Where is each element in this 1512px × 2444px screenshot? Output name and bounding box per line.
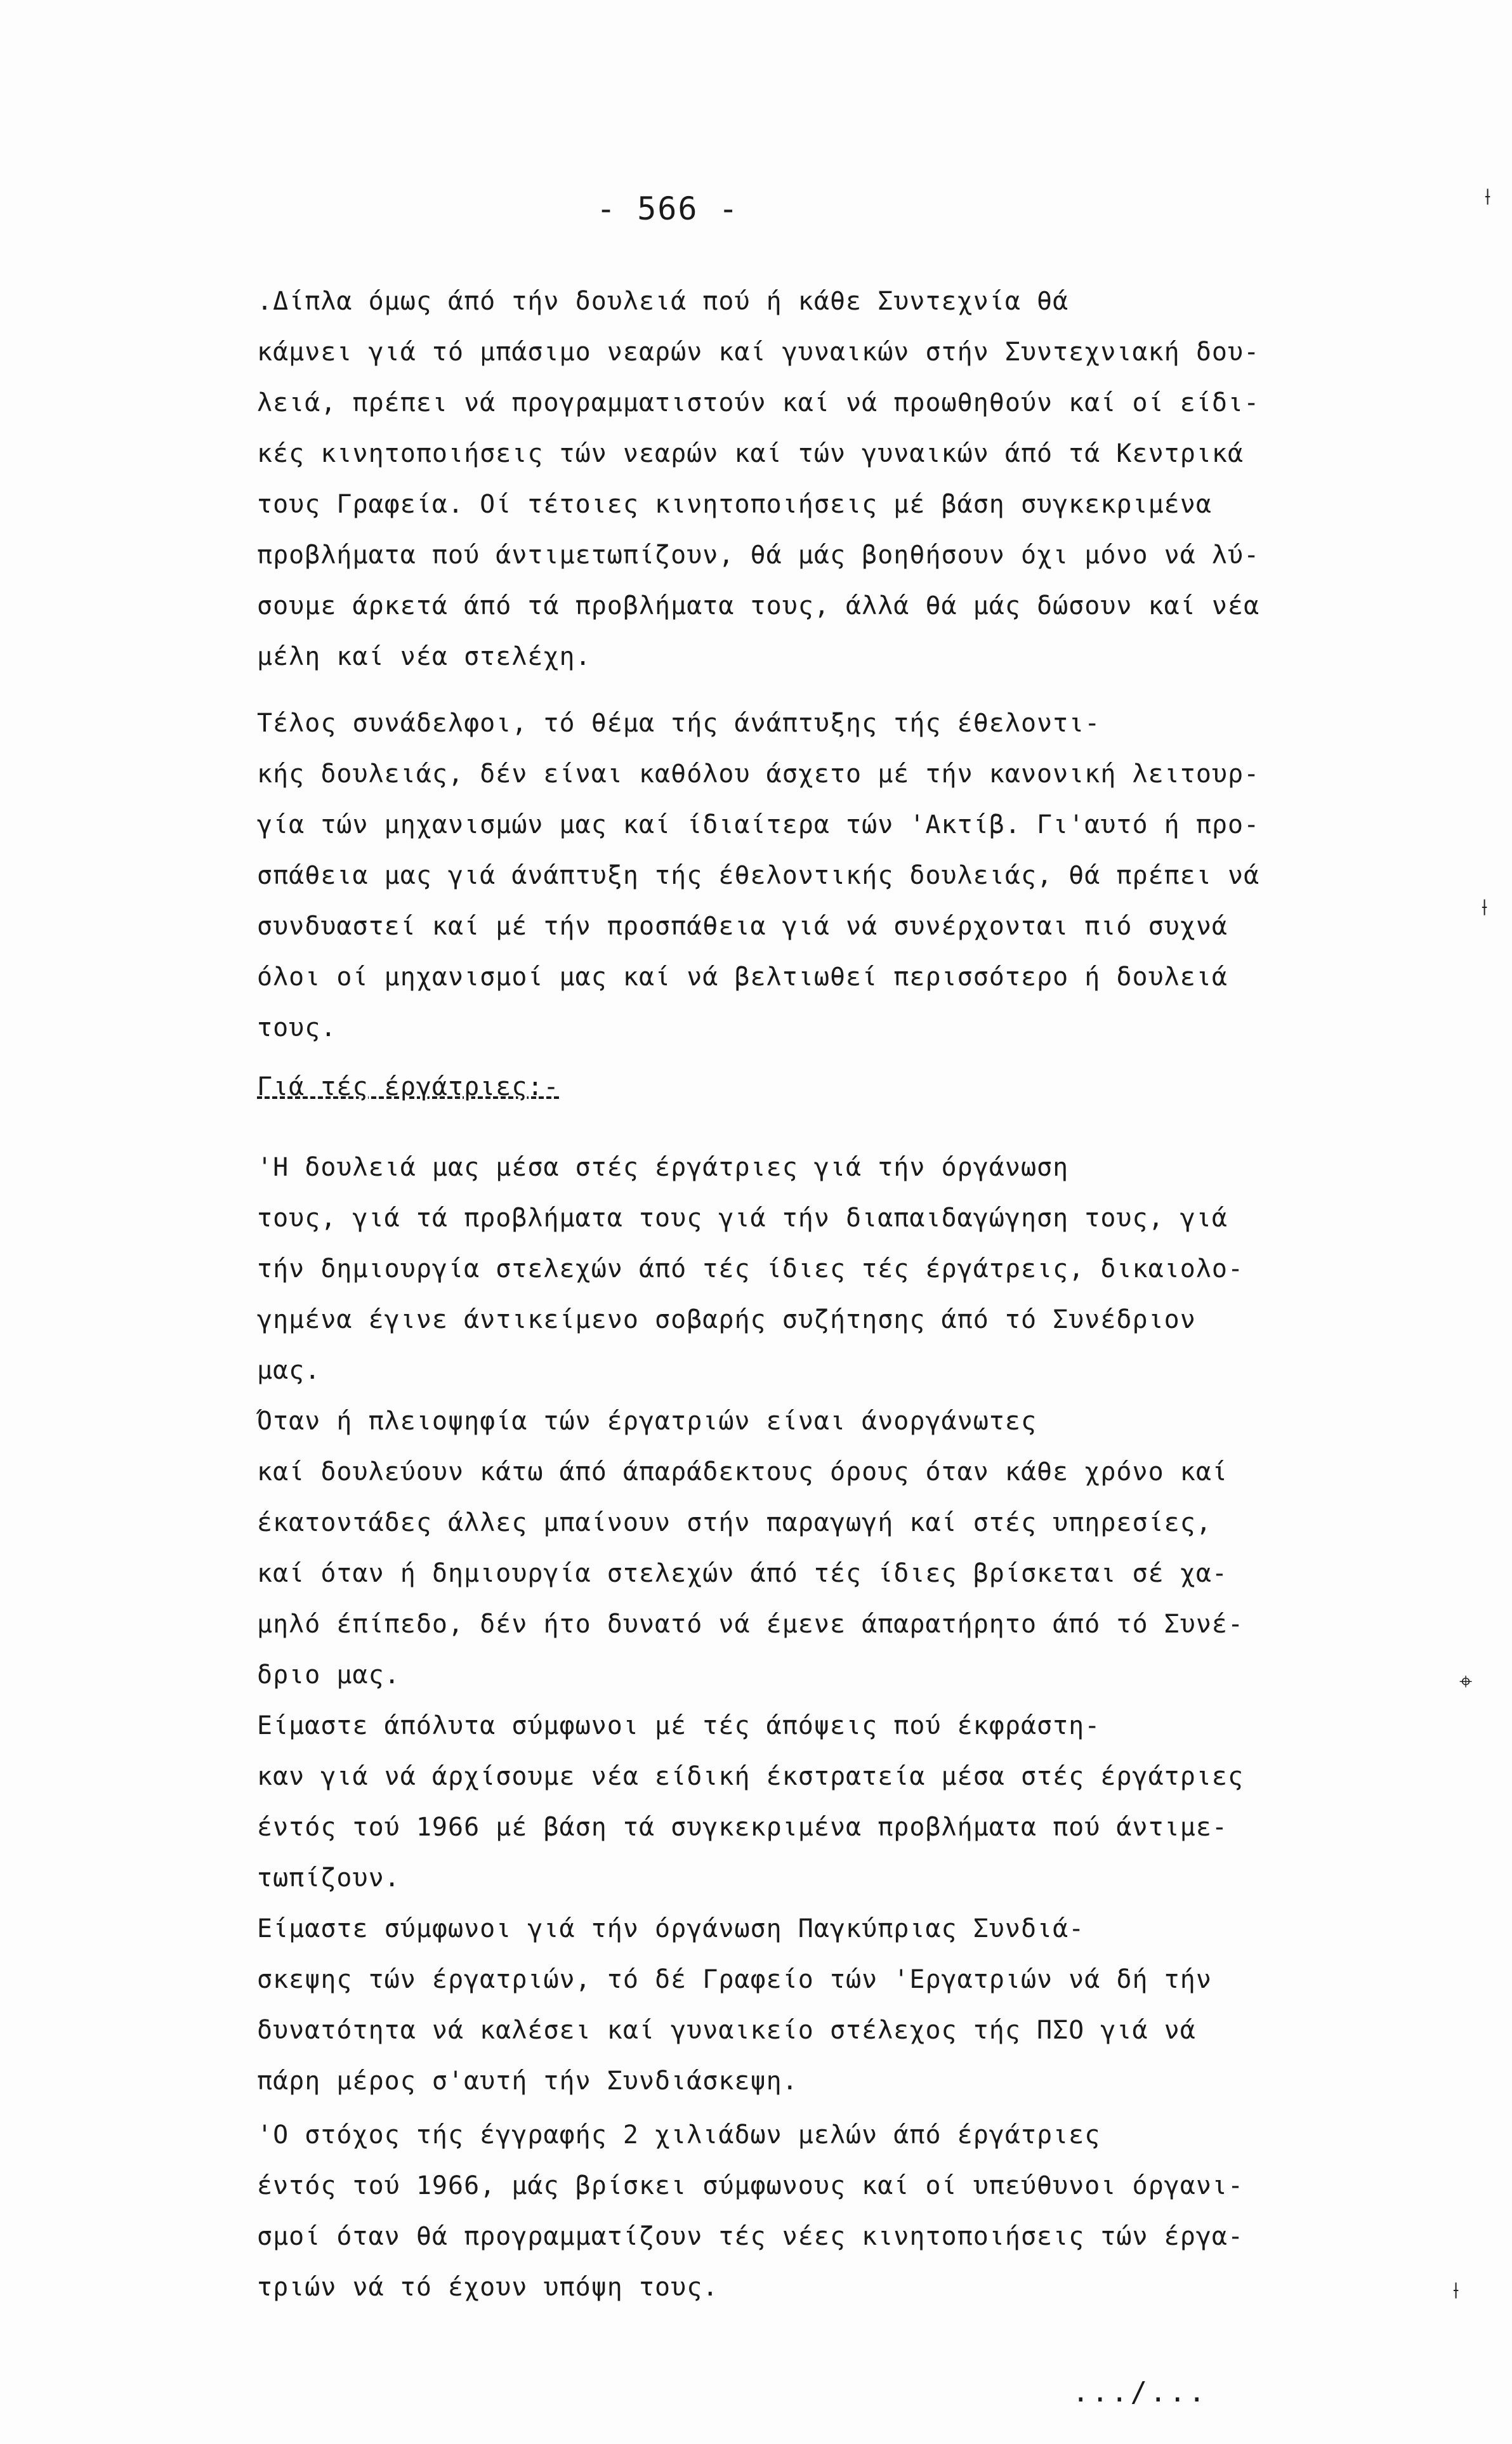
text-line: προβλήματα πού άντιμετωπίζουν, θά μάς βοηθήσουν όχι μόνο νά λύ- [257,541,1260,570]
text-line: τωπίζουν. [257,1863,400,1893]
text-line: κάμνει γιά τό μπάσιμο νεαρών καί γυναικών στήν Συντεχνιακή δου- [257,338,1260,367]
text-line: Όταν ή πλειοψηφία τών έργατριών είναι άνοργάνωτες [257,1407,1037,1436]
text-line: γία τών μηχανισμών μας καί ίδιαίτερα τών 'Ακτίβ. Γι'αυτό ή προ- [257,810,1260,839]
text-line: συνδυαστεί καί μέ τήν προσπάθεια γιά νά συνέρχονται πιό συχνά [257,912,1228,941]
text-line: σπάθεια μας γιά άνάπτυξη τής έθελοντικής δουλειάς, θά πρέπει νά [257,861,1260,890]
text-line: πάρη μέρος σ'αυτή τήν Συνδιάσκεψη. [257,2066,798,2096]
continuation-mark: .../... [1072,2376,1208,2408]
text-line: καν γιά νά άρχίσουμε νέα είδική έκστρατεία μέσα στές έργάτριες [257,1762,1244,1791]
margin-tick-icon: ⟊ [1482,895,1488,921]
text-line: δυνατότητα νά καλέσει καί γυναικείο στέλεχος τής ΠΣΟ γιά νά [257,2016,1196,2045]
text-line: γημένα έγινε άντικείμενο σοβαρής συζήτησης άπό τό Συνέδριον [257,1305,1196,1334]
section-heading: Γιά τές έργάτριες:- [257,1072,560,1101]
text-line: Τέλος συνάδελφοι, τό θέμα τής άνάπτυξης τής έθελοντι- [257,709,1101,738]
text-line: Είμαστε άπόλυτα σύμφωνοι μέ τές άπόψεις πού έκφράστη- [257,1711,1101,1740]
text-line: 'Η δουλειά μας μέσα στές έργάτριες γιά τήν όργάνωση [257,1153,1069,1182]
text-line: σμοί όταν θά προγραμματίζουν τές νέες κινητοποιήσεις τών έργα- [257,2222,1244,2251]
crosshair-mark-icon: ⌖ [1459,1669,1473,1695]
text-line: μέλη καί νέα στελέχη. [257,642,591,671]
text-line: κές κινητοποιήσεις τών νεαρών καί τών γυναικών άπό τά Κεντρικά [257,439,1244,468]
text-line: καί όταν ή δημιουργία στελεχών άπό τές ίδιες βρίσκεται σέ χα- [257,1559,1228,1588]
text-line: λειά, πρέπει νά προγραμματιστούν καί νά προωθηθούν καί οί είδι- [257,388,1260,417]
text-line: μας. [257,1356,321,1385]
text-line: τους, γιά τά προβλήματα τους γιά τήν διαπαιδαγώγηση τους, γιά [257,1204,1228,1233]
text-line: Είμαστε σύμφωνοι γιά τήν όργάνωση Παγκύπριας Συνδιά- [257,1914,1085,1943]
text-line: έκατοντάδες άλλες μπαίνουν στήν παραγωγή καί στές υπηρεσίες, [257,1508,1212,1537]
text-line: σκεψης τών έργατριών, τό δέ Γραφείο τών 'Εργατριών νά δή τήν [257,1965,1212,1994]
page-number: - 566 - [596,190,739,227]
text-line: τήν δημιουργία στελεχών άπό τές ίδιες τές έργάτρεις, δικαιολο- [257,1254,1244,1284]
text-line: καί δουλεύουν κάτω άπό άπαράδεκτους όρους όταν κάθε χρόνο καί [257,1457,1228,1487]
text-line: έντός τού 1966, μάς βρίσκει σύμφωνους καί οί υπεύθυνοι όργανι- [257,2171,1244,2200]
text-line: μηλό έπίπεδο, δέν ήτο δυνατό νά έμενε άπαρατήρητο άπό τό Συνέ- [257,1610,1244,1639]
text-line: κής δουλειάς, δέν είναι καθόλου άσχετο μέ τήν κανονική λειτουρ- [257,759,1260,789]
margin-tick-icon: ⟊ [1485,184,1491,210]
text-line: όλοι οί μηχανισμοί μας καί νά βελτιωθεί περισσότερο ή δουλειά [257,962,1228,992]
text-line: .Δίπλα όμως άπό τήν δουλειά πού ή κάθε Συντεχνία θά [257,287,1069,316]
text-line: δριο μας. [257,1660,400,1690]
text-line: τους. [257,1013,337,1042]
text-line: 'Ο στόχος τής έγγραφής 2 χιλιάδων μελών άπό έργάτριες [257,2120,1101,2150]
text-line: τριών νά τό έχουν υπόψη τους. [257,2273,719,2302]
margin-tick-icon: ⟊ [1453,2278,1459,2304]
text-line: έντός τού 1966 μέ βάση τά συγκεκριμένα προβλήματα πού άντιμε- [257,1813,1228,1842]
text-line: τους Γραφεία. Οί τέτοιες κινητοποιήσεις μέ βάση συγκεκριμένα [257,490,1212,519]
text-line: σουμε άρκετά άπό τά προβλήματα τους, άλλά θά μάς δώσουν καί νέα [257,591,1260,621]
